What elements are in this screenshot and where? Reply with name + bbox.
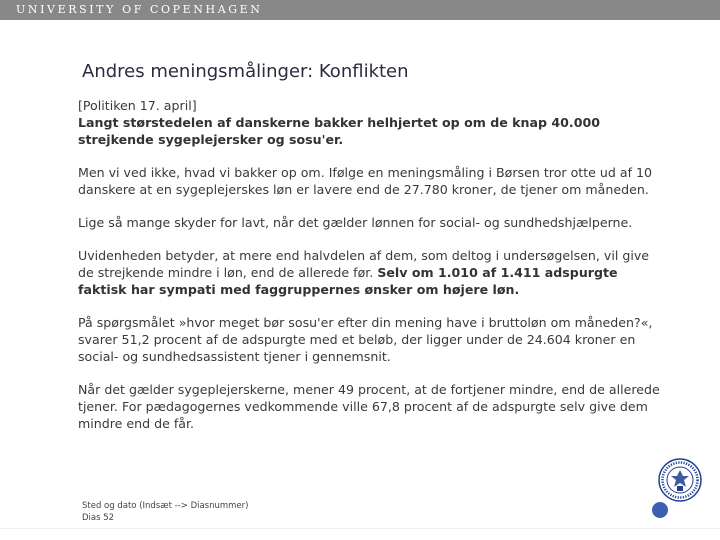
lead-paragraph (78, 114, 660, 148)
footer-place-date: Sted og dato (Indsæt --> Diasnummer) (82, 501, 249, 511)
paragraph-3 (78, 247, 660, 298)
slide-title: Andres meningsmålinger: Konflikten (82, 61, 409, 82)
slide-body (78, 97, 660, 448)
paragraph-3-bold: Selv om 1.010 af 1.411 adspurgte faktisk har sympati med faggruppernes ønsker om højere løn. (78, 265, 618, 297)
paragraph-4: På spørgsmålet »hvor meget bør sosu'er efter din mening have i bruttoløn om måneden?«, svarer 51,2 procent af de adspurgte med et beløb, der ligger under de 24.604 kroner en social- og sundhedsassistent tjener i gennemsnit. (78, 315, 653, 364)
paragraph-5: Når det gælder sygeplejerskerne, mener 49 procent, at de fortjener mindre, end de allerede tjener. For pædagogernes vedkommende ville 67,8 procent af de adspurgte selv give dem mindre end de får. (78, 382, 660, 431)
paragraph-2: Lige så mange skyder for lavt, når det gælder lønnen for social- og sundhedshjælperne. (78, 215, 633, 230)
source-line: [Politiken 17. april] (78, 98, 197, 113)
paragraph-3-text: Uvidenheden betyder, at mere end halvdelen af dem, som deltog i undersøgelsen, vil give de strejkende mindre i løn, end de allerede før. (78, 248, 650, 280)
header-bar (0, 0, 720, 20)
university-name: UNIVERSITY OF COPENHAGEN (16, 3, 263, 16)
footer-divider (0, 528, 720, 529)
slide-dot-icon (652, 502, 668, 518)
paragraph-1: Men vi ved ikke, hvad vi bakker op om. Ifølge en meningsmåling i Børsen tror otte ud af 10 danskere at en sygeplejerskes løn er lavere end de 27.780 kroner, de tjener om måneden. (78, 165, 653, 197)
footer-slide-number: Dias 52 (82, 513, 115, 523)
slide-footer (82, 500, 249, 524)
lead-text: Langt størstedelen af danskerne bakker helhjertet op om de knap 40.000 strejkende sygeplejersker og sosu'er. (78, 115, 601, 147)
university-seal-icon (658, 458, 702, 502)
